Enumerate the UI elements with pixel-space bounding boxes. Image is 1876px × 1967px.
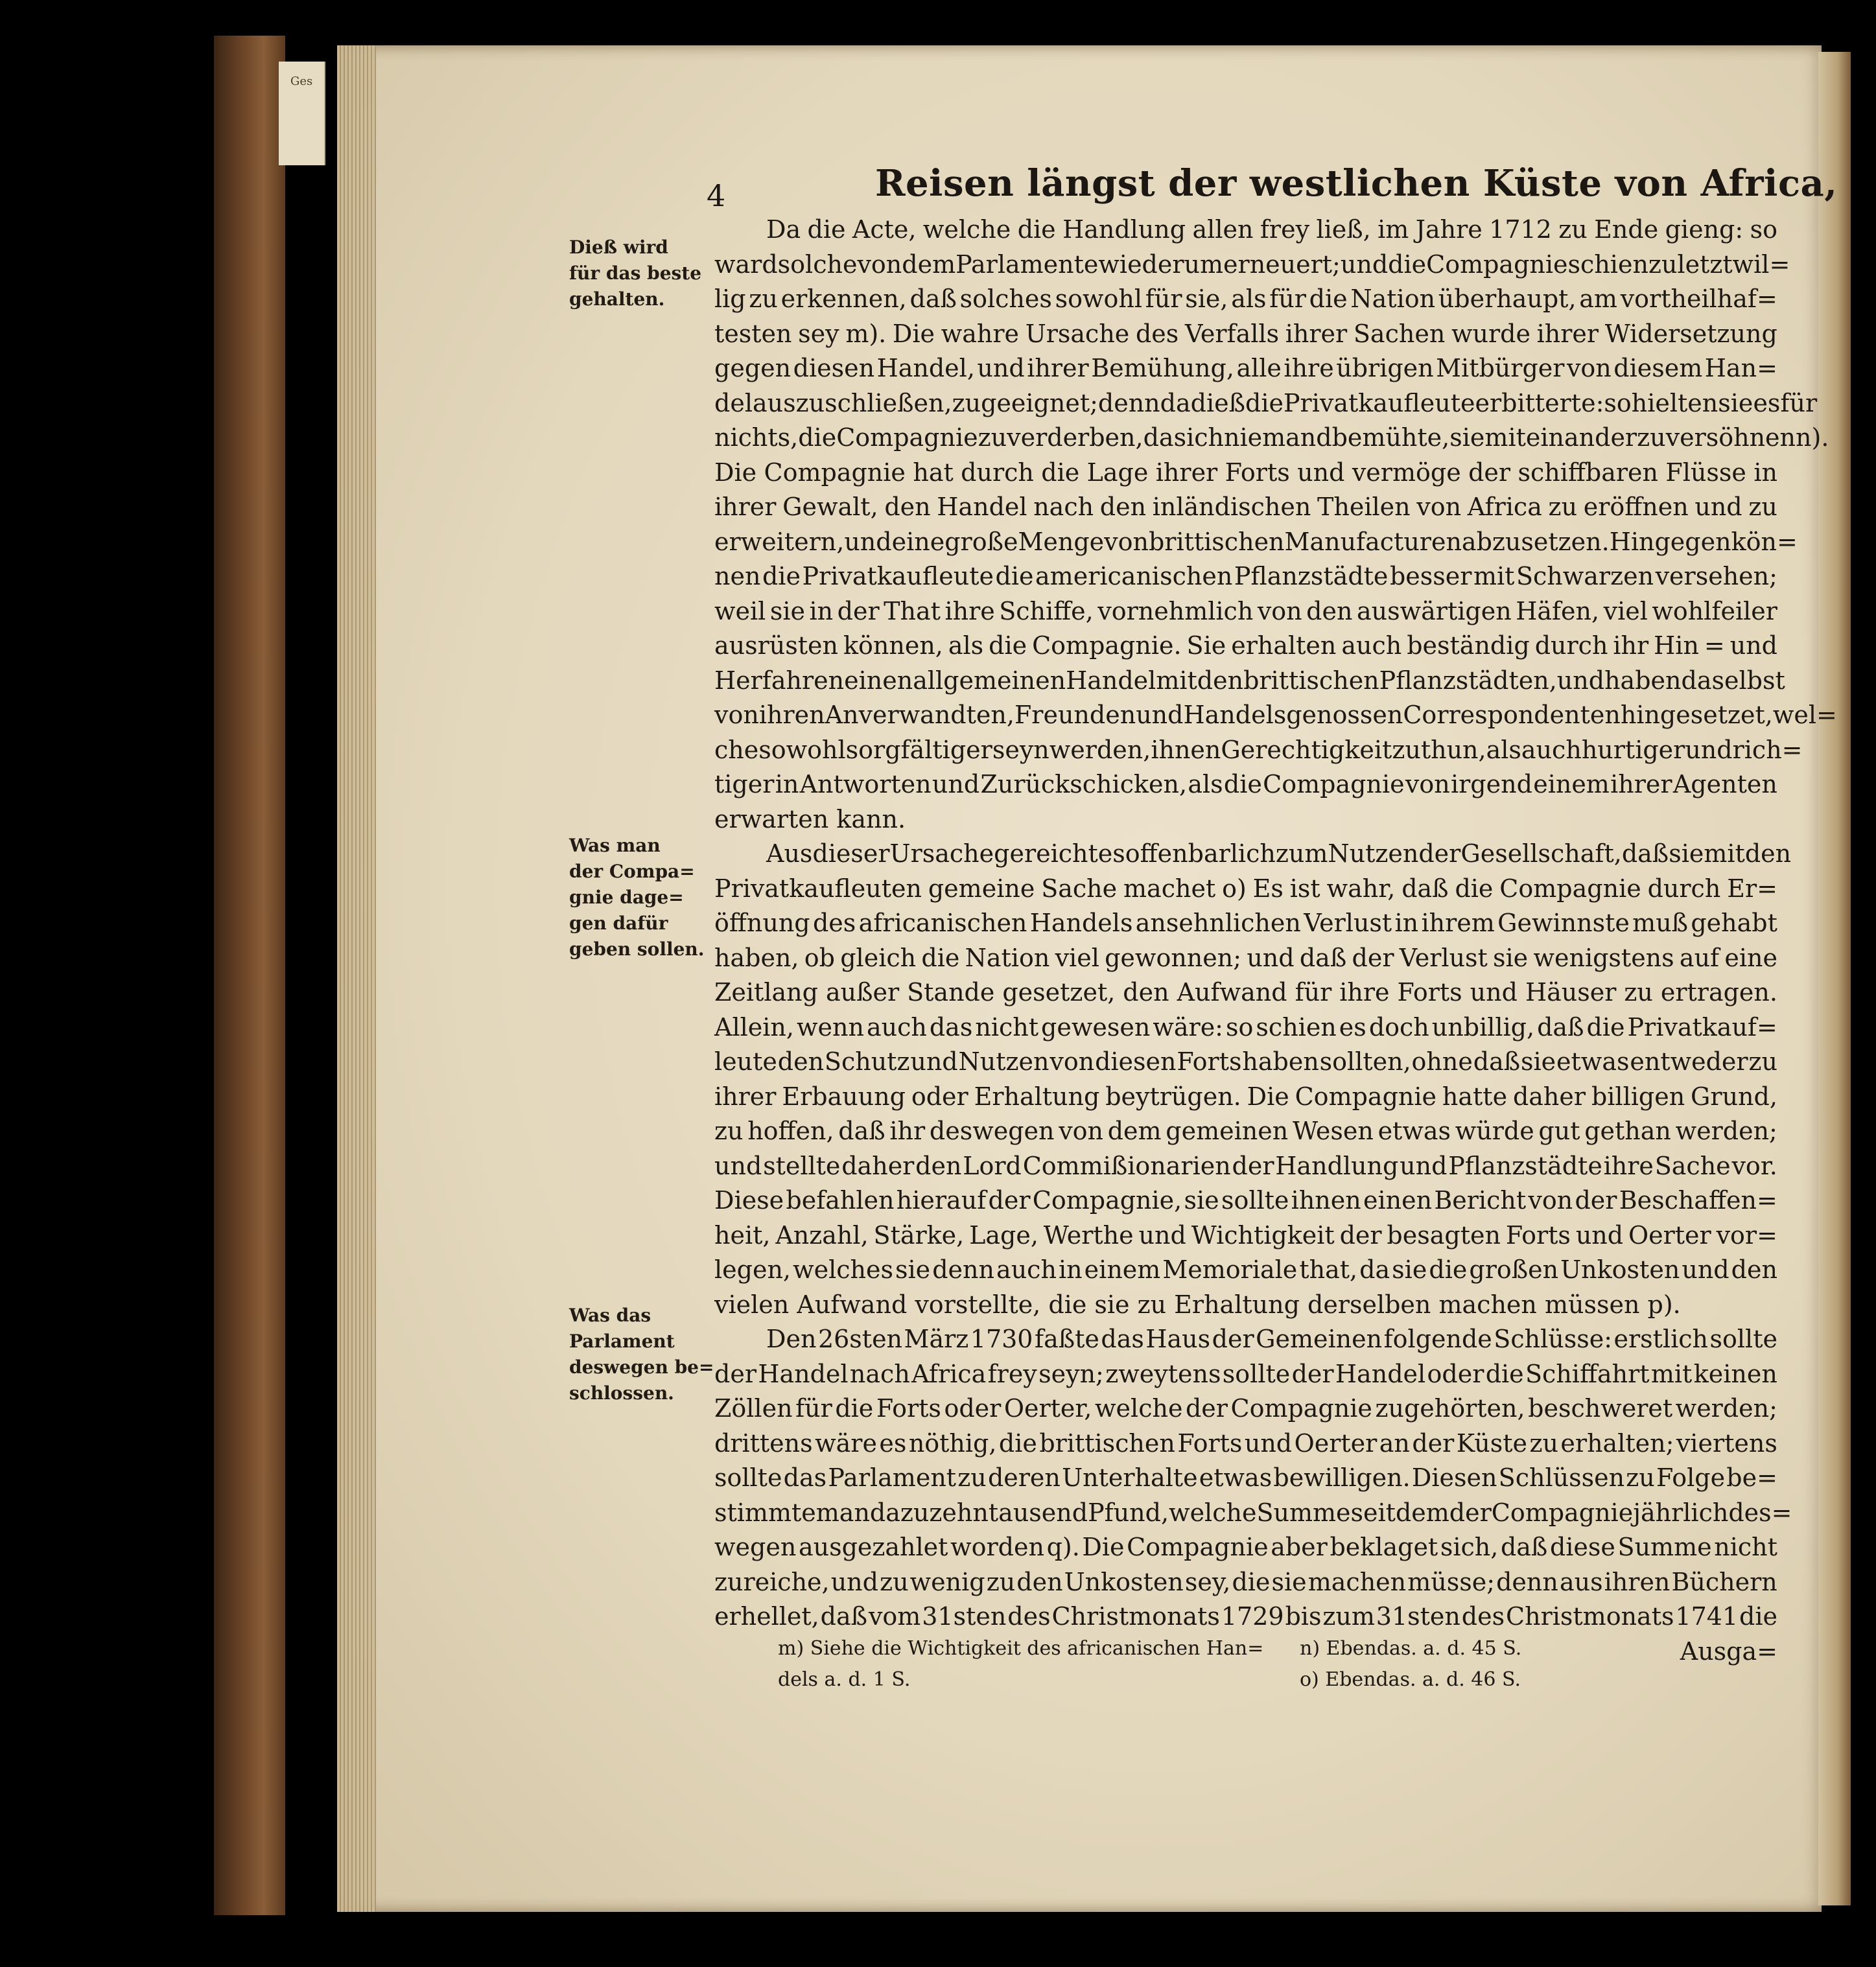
text-line: vielen Aufwand vorstellte, die sie zu Erhaltung derselben machen müssen p).: [714, 1290, 1681, 1319]
footnote-line: dels a. d. 1 S.: [778, 1668, 911, 1691]
text-line: gegen diesen Handel, und ihrer Bemühung, alle ihre übrigen Mitbürger von diesem Han=: [714, 354, 1777, 382]
text-line: weil sie in der That ihre Schiffe, vornehmlich von den auswärtigen Häfen, viel wohlfeiler: [714, 596, 1777, 625]
running-head: Reisen längst der westlichen Küste von Africa,: [875, 162, 1838, 205]
margin-note-line: Was man: [569, 835, 661, 856]
text-line: von ihren Anverwandten, Freunden und Handelsgenossen Correspondenten hingesetzet, wel=: [714, 701, 1837, 729]
previous-page-fragment: [279, 62, 325, 165]
page-edges: [337, 45, 376, 1912]
text-line: Zeitlang außer Stande gesetzet, den Aufwand für ihre Forts und Häuser zu ertragen.: [714, 978, 1777, 1007]
text-line: Privatkaufleuten gemeine Sache machet o) Es ist wahr, daß die Compagnie durch Er=: [714, 874, 1777, 903]
margin-note-line: gnie dage=: [569, 887, 684, 908]
book-binding: [214, 36, 285, 1915]
paragraph-1: [714, 213, 1837, 837]
text-line: erwarten kann.: [714, 804, 906, 833]
page-right-edge: [1818, 52, 1851, 1905]
margin-note-line: geben sollen.: [569, 938, 705, 960]
margin-note-1: [569, 235, 718, 312]
text-line: stimmte man dazu zehn tausend Pfund, welche Summe seitdem der Compagnie jährlich des=: [714, 1498, 1792, 1527]
text-line: Den 26sten März 1730 faßte das Haus der Gemeinen folgende Schlüsse: erstlich sollte: [766, 1325, 1777, 1353]
text-line: erweitern, und eine große Menge von brittischen Manufacturen abzusetzen. Hingegen kön=: [714, 527, 1798, 556]
margin-note-line: für das beste: [569, 262, 702, 284]
footnote-line: n) Ebendas. a. d. 45 S.: [1300, 1637, 1522, 1660]
text-line: che sowohl sorgfältiger seyn werden, ihnen Gerechtigkeit zu thun, als auch hurtiger und rich=: [714, 735, 1803, 764]
text-line: ihrer Erbauung oder Erhaltung beytrügen. Die Compagnie hatte daher billigen Grund,: [714, 1082, 1777, 1111]
text-line: sollte das Parlament zu deren Unterhalte etwas bewilligen. Diesen Schlüssen zu Folge be=: [714, 1463, 1777, 1492]
text-line: nichts, die Compagnie zu verderben, da sich niemand bemühte, sie mit einander zu versöhnen n).: [714, 423, 1829, 452]
text-line: testen sey m). Die wahre Ursache des Verfalls ihrer Sachen wurde ihrer Widersetzung: [714, 319, 1777, 348]
text-line: tiger in Antworten und Zurückschicken, als die Compagnie von irgend einem ihrer Agenten: [714, 770, 1777, 798]
text-line: Aus dieser Ursache gereicht es offenbarlich zum Nutzen der Gesellschaft, daß sie mit den: [766, 839, 1792, 868]
text-line: legen, welches sie denn auch in einem Memoriale that, da sie die großen Unkosten und den: [714, 1255, 1777, 1284]
text-line: Die Compagnie hat durch die Lage ihrer Forts und vermöge der schiffbaren Flüsse in: [714, 458, 1777, 487]
text-line: wegen ausgezahlet worden q). Die Compagnie aber beklaget sich, daß diese Summe nicht: [714, 1533, 1777, 1561]
text-line: zu hoffen, daß ihr deswegen von dem gemeinen Wesen etwas würde gut gethan werden;: [714, 1117, 1777, 1145]
margin-note-line: Was das: [569, 1305, 651, 1326]
text-line: zureiche, und zu wenig zu den Unkosten sey, die sie machen müsse; denn aus ihren Büchern: [714, 1567, 1777, 1596]
text-line: Herfahren einen allgemeinen Handel mit den brittischen Pflanzstädten, und haben daselbst: [714, 666, 1785, 695]
text-line: haben, ob gleich die Nation viel gewonnen; und daß der Verlust sie wenigstens auf eine: [714, 943, 1777, 972]
margin-note-line: Parlament: [569, 1331, 675, 1352]
footnotes-right: [1300, 1633, 1521, 1695]
margin-note-3: [569, 1303, 718, 1406]
text-line: der Handel nach Africa frey seyn; zweytens sollte der Handel oder die Schiffahrt mit keinen: [714, 1359, 1777, 1388]
margin-note-2: [569, 833, 718, 962]
text-line: Diese befahlen hierauf der Compagnie, sie sollte ihnen einen Bericht von der Beschaffen=: [714, 1186, 1777, 1215]
text-line: leute den Schutz und Nutzen von diesen Forts haben sollten, ohne daß sie etwas entweder zu: [714, 1047, 1777, 1076]
text-line: heit, Anzahl, Stärke, Lage, Werthe und Wichtigkeit der besagten Forts und Oerter vor=: [714, 1220, 1777, 1250]
page-number: 4: [707, 178, 726, 213]
margin-note-line: deswegen be=: [569, 1356, 714, 1378]
text-line: erhellet, daß vom 31sten des Christmonats 1729 bis zum 31sten des Christmonats 1741 die: [714, 1602, 1777, 1631]
margin-note-line: gehalten.: [569, 288, 665, 310]
text-line: Da die Acte, welche die Handlung allen frey ließ, im Jahre 1712 zu Ende gieng: so: [766, 215, 1777, 244]
footnotes-left: [778, 1633, 1263, 1695]
footnote-line: o) Ebendas. a. d. 46 S.: [1300, 1668, 1521, 1691]
text-line: Allein, wenn auch das nicht gewesen wäre: so schien es doch unbillig, daß die Privatkauf=: [714, 1012, 1777, 1042]
footnote-line: m) Siehe die Wichtigkeit des africanischen Han=: [778, 1637, 1264, 1660]
text-line: drittens wäre es nöthig, die brittischen Forts und Oerter an der Küste zu erhalten; viertens: [714, 1428, 1777, 1458]
margin-note-line: gen dafür: [569, 913, 668, 934]
margin-note-line: schlossen.: [569, 1382, 674, 1404]
margin-note-line: der Compa=: [569, 861, 695, 882]
text-line: ihrer Gewalt, den Handel nach den inländischen Theilen von Africa zu eröffnen und zu: [714, 493, 1777, 521]
text-line: lig zu erkennen, daß solches sowohl für sie, als für die Nation überhaupt, am vortheilhaf=: [714, 285, 1777, 313]
text-line: del auszuschließen, zugeeignet; denn da dieß die Privatkaufleute erbitterte: so hielten sie es für: [714, 388, 1818, 417]
previous-page-fragment-text: Ges: [290, 75, 313, 88]
body-text: [714, 213, 1837, 1669]
text-line: und stellte daher den Lord Commißionarien der Handlung und Pflanzstädte ihre Sache vor.: [714, 1151, 1777, 1180]
paragraph-2: [714, 837, 1792, 1322]
margin-note-line: Dieß wird: [569, 237, 668, 258]
text-line: ward solche von dem Parlamente wiederum erneuert; und die Compagnie schien zuletzt wil=: [714, 250, 1790, 279]
text-line: Zöllen für die Forts oder Oerter, welche der Compagnie zugehörten, beschweret werden;: [714, 1394, 1777, 1423]
paragraph-3: [714, 1322, 1792, 1635]
text-line: öffnung des africanischen Handels ansehnlichen Verlust in ihrem Gewinnste muß gehabt: [714, 909, 1777, 937]
text-line: ausrüsten können, als die Compagnie. Sie erhalten auch beständig durch ihr Hin = und: [714, 631, 1777, 660]
text-line: nen die Privatkaufleute die americanischen Pflanzstädte besser mit Schwarzen versehen;: [714, 562, 1777, 590]
catchword: Ausga=: [1680, 1636, 1777, 1666]
